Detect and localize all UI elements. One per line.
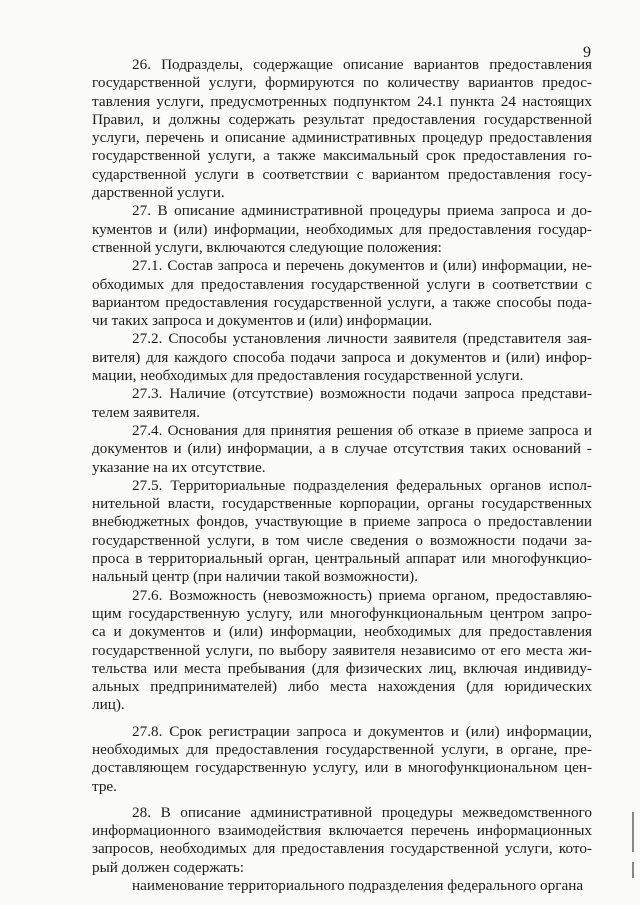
text-line: 28. В описание административной процедуры межведомственного	[132, 803, 592, 821]
text-line: государственной услуги, формируются по количеству вариантов предос-	[92, 74, 592, 92]
paragraph	[92, 257, 592, 330]
paragraph	[92, 877, 592, 895]
scan-edge-mark	[632, 812, 634, 852]
text-line: внебюджетных фондов, участвующие в приеме запроса о предоставлении	[92, 513, 592, 531]
paragraph	[92, 477, 592, 587]
page-number: 9	[583, 44, 591, 61]
text-line: дарственной услуги.	[92, 184, 225, 202]
text-line: нительной власти, государственные корпорации, органы государственных	[92, 495, 592, 513]
paragraph-gap	[92, 796, 592, 804]
text-line: чи таких запроса и документов и (или) информации.	[92, 312, 433, 330]
text-line: 27.8. Срок регистрации запроса и документов и (или) информации,	[132, 722, 592, 740]
paragraph	[92, 804, 592, 877]
text-line: тельства или места пребывания (для физических лиц, включая индивиду-	[92, 659, 592, 677]
text-line: рый должен содержать:	[92, 858, 244, 876]
text-line: наименование территориального подразделения федерального органа	[132, 877, 584, 895]
paragraph	[92, 587, 592, 715]
document-body	[92, 56, 592, 895]
text-line: ственной услуги, включаются следующие положения:	[92, 238, 442, 256]
text-line: государственной услуги, а также максимальный срок предоставления го-	[92, 147, 592, 165]
text-line: сударственной услуги в соответствии с вариантом предоставления госу-	[92, 165, 592, 183]
text-line: услуги, перечень и описание административных процедур предоставления	[92, 129, 592, 147]
text-line: вариантом предоставления государственной услуги, а также способы пода-	[92, 293, 592, 311]
paragraph	[92, 385, 592, 422]
text-line: мации, необходимых для предоставления государственной услуги.	[92, 367, 524, 385]
text-line: 27.5. Территориальные подразделения федеральных органов испол-	[132, 476, 592, 494]
text-line: нальный центр (при наличии такой возможности).	[92, 568, 418, 586]
paragraph	[92, 422, 592, 477]
text-line: 27.3. Наличие (отсутствие) возможности подачи запроса представи-	[132, 385, 592, 403]
paragraph	[92, 56, 592, 202]
text-line: тавления услуги, предусмотренных подпунктом 24.1 пункта 24 настоящих	[92, 92, 592, 110]
text-line: кументов и (или) информации, необходимых для предоставления государ-	[92, 220, 592, 238]
text-line: 26. Подразделы, содержащие описание вариантов предоставления	[132, 56, 592, 73]
text-line: необходимых для предоставления государственной услуги, в органе, пре-	[92, 740, 592, 758]
text-line: са и документов и (или) информации, необходимых для предоставления	[92, 623, 592, 641]
text-line: информационного взаимодействия включается перечень информационных	[92, 822, 592, 840]
text-line: 27.4. Основания для принятия решения об отказе в приеме запроса и	[132, 421, 592, 439]
paragraph	[92, 202, 592, 257]
text-line: государственной услуги, по выбору заявителя независимо от его места жи-	[92, 641, 592, 659]
text-line: лиц).	[92, 696, 125, 714]
text-line: 27. В описание административной процедуры приема запроса и до-	[132, 202, 592, 220]
paragraph-gap	[92, 715, 592, 723]
text-line: запросов, необходимых для предоставления государственной услуги, кото-	[92, 840, 592, 858]
text-line: доставляющем государственную услугу, или в многофункциональном цен-	[92, 759, 592, 777]
text-line: альных предпринимателей) либо места нахождения (для юридических	[92, 678, 592, 696]
paragraph	[92, 330, 592, 385]
text-line: телем заявителя.	[92, 403, 200, 421]
text-line: щим государственную услугу, или многофункциональным центром запро-	[92, 604, 592, 622]
text-line: государственной услуги, в том числе сведения о возможности подачи за-	[92, 531, 592, 549]
text-line: указание на их отсутствие.	[92, 458, 266, 476]
text-line: 27.6. Возможность (невозможность) приема органом, предоставляю-	[132, 586, 592, 604]
text-line: документов и (или) информации, а в случае отсутствия таких оснований -	[92, 440, 592, 458]
text-line: 27.2. Способы установления личности заявителя (представителя зая-	[132, 330, 592, 348]
text-line: вителя) для каждого способа подачи запроса и документов и (или) инфор-	[92, 348, 592, 366]
paragraph	[92, 723, 592, 796]
text-line: тре.	[92, 777, 117, 795]
text-line: обходимых для предоставления государственной услуги в соответствии с	[92, 275, 592, 293]
text-line: проса в территориальный орган, центральный аппарат или многофункцио-	[92, 550, 592, 568]
text-line: 27.1. Состав запроса и перечень документов и (или) информации, не-	[132, 257, 592, 275]
scan-edge-mark	[632, 862, 634, 878]
text-line: Правил, и должны содержать результат предоставления государственной	[92, 110, 592, 128]
